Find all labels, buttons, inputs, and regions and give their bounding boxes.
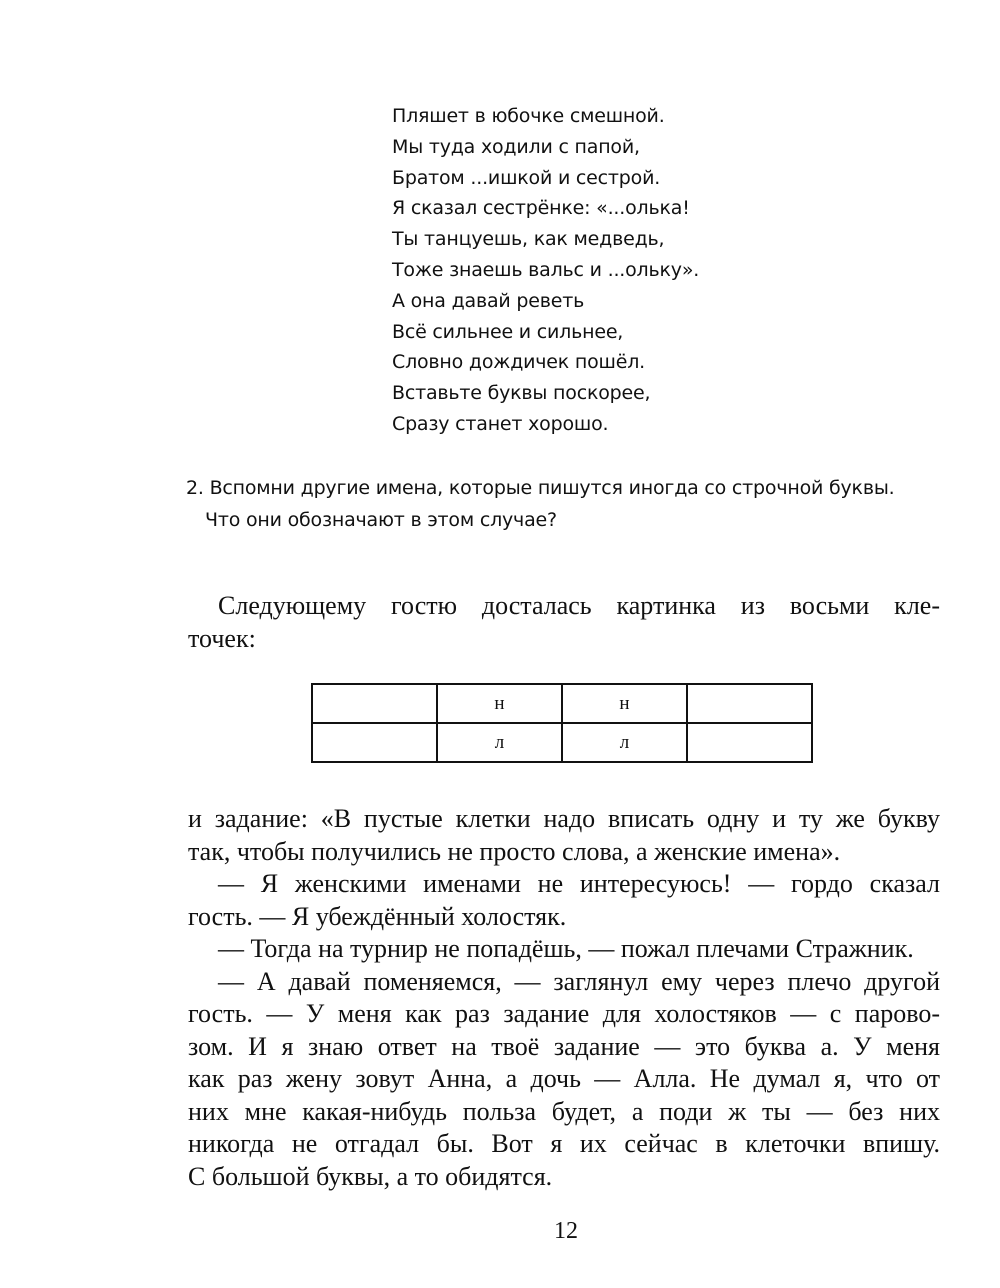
poem-line: А она давай реветь: [392, 289, 585, 312]
grid-cell: [687, 723, 812, 762]
prose-line: зом. И я знаю ответ на твоё задание — это буква а. У меня: [188, 1031, 940, 1061]
prose-line: гость. — У меня как раз задание для холостяков — с парово-: [188, 999, 940, 1028]
grid-cell: н: [562, 684, 687, 723]
prose-line: точек:: [188, 623, 256, 653]
prose-paragraph: [188, 590, 940, 655]
page-number: 12: [554, 1218, 578, 1244]
prose-line: Следующему гостю досталась картинка из восьми кле-: [218, 591, 940, 620]
grid-cell: н: [437, 684, 562, 723]
poem-line: Вставьте буквы поскорее,: [392, 382, 651, 405]
letter-grid: [311, 683, 813, 763]
prose-line: гость. — Я убеждённый холостяк.: [188, 901, 567, 931]
task-question-line: Что они обозначают в этом случае?: [205, 509, 557, 531]
poem-line: Я сказал сестрёнке: «...олька!: [392, 197, 690, 220]
poem-line: Ты танцуешь, как медведь,: [392, 228, 665, 251]
prose-line: — Тогда на турнир не попадёшь, — пожал плечами Стражник.: [218, 934, 914, 963]
grid-row: [312, 684, 812, 723]
task-question: [186, 472, 956, 536]
grid-row: [312, 723, 812, 762]
grid-cell: [312, 684, 437, 723]
prose-line: — А давай поменяемся, — заглянул ему через плечо другой: [218, 966, 940, 996]
prose-line: С большой буквы, а то обидятся.: [188, 1161, 553, 1191]
grid-cell: [312, 723, 437, 762]
prose-line: как раз жену зовут Анна, а дочь — Алла. Не думал я, что от: [188, 1064, 940, 1093]
grid-cell: [687, 684, 812, 723]
grid-cell: л: [562, 723, 687, 762]
poem-line: Сразу станет хорошо.: [392, 412, 609, 435]
grid-cell: л: [437, 723, 562, 762]
poem-line: Пляшет в юбочке смешной.: [392, 105, 665, 127]
prose-line: никогда не отгадал бы. Вот я их сейчас в клеточки впишу.: [188, 1129, 940, 1158]
poem: [392, 101, 699, 440]
prose-line: и задание: «В пустые клетки надо вписать одну и ту же букву: [188, 804, 940, 833]
prose-paragraph: [188, 803, 940, 1193]
prose-line: них мне какая-нибудь польза будет, а поди ж ты — без них: [188, 1096, 940, 1126]
prose-line: — Я женскими именами не интересуюсь! — гордо сказал: [218, 869, 940, 898]
prose-line: так, чтобы получились не просто слова, а женские имена».: [188, 836, 841, 866]
poem-line: Словно дождичек пошёл.: [392, 351, 646, 374]
poem-line: Тоже знаешь вальс и ...ольку».: [392, 258, 700, 281]
poem-line: Всё сильнее и сильнее,: [392, 320, 624, 343]
poem-line: Братом ...ишкой и сестрой.: [392, 166, 661, 189]
poem-line: Мы туда ходили с папой,: [392, 135, 640, 158]
task-question-line: 2. Вспомни другие имена, которые пишутся иногда со строчной буквы.: [186, 477, 895, 499]
